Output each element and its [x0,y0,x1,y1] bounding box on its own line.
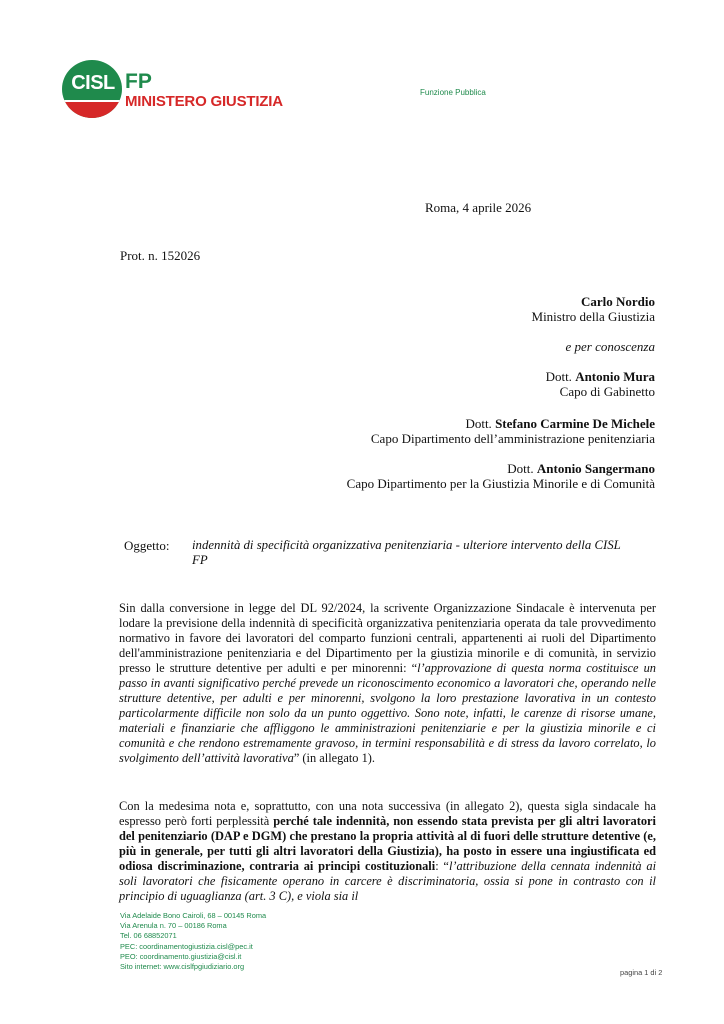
page-number: pagina 1 di 2 [620,968,663,977]
recipient-3-name: Dott. Stefano Carmine De Michele [465,416,655,431]
recipient-4-name: Dott. Antonio Sangermano [507,461,655,476]
protocol-number: Prot. n. 152026 [120,248,201,263]
footer-contacts [120,911,266,972]
recipient-1-role: Ministro della Giustizia [531,309,655,324]
footer-website[interactable]: Sito internet: www.cislfpgiudiziario.org [120,962,245,972]
subject-line-2: FP [192,553,208,567]
subject-label: Oggetto: [124,538,170,553]
footer-address-1: Via Adelaide Bono Cairoli, 68 – 00145 Roma [120,911,267,920]
recipient-2-role: Capo di Gabinetto [559,384,655,399]
body-paragraph-2: Con la medesima nota e, soprattutto, con una nota successiva (in allegato 2), questa sigla sindacale ha espresso però forti perplessità perché tale indennità, non essendo stata prevista per gli altri lavoratori del penitenziario (DAP e DGM) che prestano la propria attività al di fuori delle strutture detentive (e, più in generale, per tutti gli altri lavoratori della Giustizia), ha posto in essere una ingiustificata ed odiosa discriminazione, contraria ai principi costituzionali: “l’attribuzione della cennata indennità ai soli lavoratori che fisicamente operano in carcere è discriminatoria, ossia si pone in contrasto con il principio di uguaglianza (art. 3 C), e viola sia il [119,799,657,903]
footer-address-2: Via Arenula n. 70 – 00186 Roma [120,921,227,931]
footer-phone: Tel. 06 68852071 [120,931,177,941]
recipient-4-role: Capo Dipartimento per la Giustizia Minorile e di Comunità [346,476,655,491]
subject-line-1: indennità di specificità organizzativa penitenziaria - ulteriore intervento della CISL [192,538,621,552]
cc-label: e per conoscenza [565,339,655,354]
recipient-3-role: Capo Dipartimento dell’amministrazione penitenziaria [370,431,655,446]
footer-pec: PEC: coordinamentogiustizia.cisl@pec.it [120,941,253,951]
letter-date: Roma, 4 aprile 2026 [425,200,532,215]
cisl-fp-logo [62,60,292,120]
logo-cisl-text: CISL [71,72,115,94]
recipient-1-name: Carlo Nordio [580,294,655,309]
footer-peo: PEO: coordinamento.giustizia@cisl.it [120,951,242,961]
logo-fp-text: FP [125,70,152,93]
logo-subtitle: MINISTERO GIUSTIZIA [125,93,283,110]
recipient-2-name: Dott. Antonio Mura [545,369,655,384]
body-paragraph-1: Sin dalla conversione in legge del DL 92/2024, la scrivente Organizzazione Sindacale è intervenuta per lodare la previsione della indennità di specificità organizzativa penitenziaria operata da tale provvedimento normativo in favore dei lavoratori del comparto funzioni centrali, appartenenti ai ruoli del Dipartimento dell'amministrazione penitenziaria e del Dipartimento per la giustizia minorile e di comunità, in servizio presso le strutture detentive per adulti e per minorenni: “l’approvazione di questa norma costituisce un passo in avanti significativo perché prevede un riconoscimento economico a lavoratori che, operando nelle strutture detentive, per adulti e per minorenni, svolgono la loro prestazione lavorativa in un contesto particolarmente difficile non solo da un punto oggettivo. Sono note, infatti, le carenze di risorse umane, materiali e finanziarie che affliggono le amministrazioni penitenziarie e per la giustizia minorile e ci comunità e che rendono estremamente gravoso, in termini responsabilità e di stress da lavoro correlato, lo svolgimento dell’attività lavorativa” (in allegato 1). [119,601,656,765]
header-funzione-pubblica: Funzione Pubblica [420,88,486,97]
